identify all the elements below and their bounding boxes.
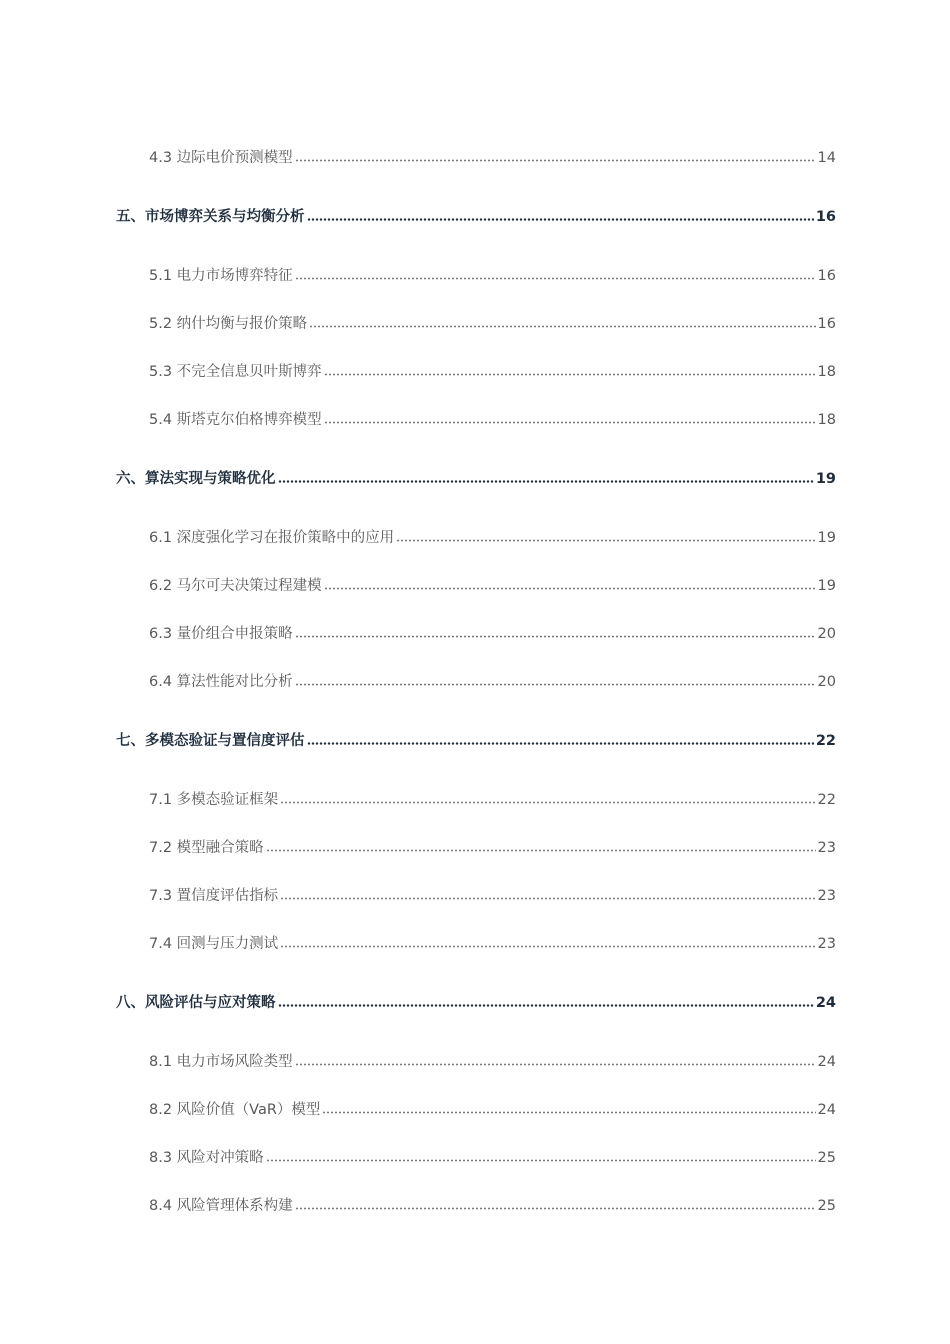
toc-section-entry[interactable] <box>116 1146 836 1194</box>
toc-page-number: 20 <box>817 674 836 690</box>
toc-entry-title: 7.4 回测与压力测试 <box>149 936 279 952</box>
toc-dot-leader <box>396 528 815 542</box>
toc-section-entry[interactable] <box>116 408 836 467</box>
toc-entry-title: 六、算法实现与策略优化 <box>116 471 276 487</box>
toc-page-number: 19 <box>815 471 836 487</box>
toc-dot-leader <box>324 410 816 424</box>
toc-dot-leader <box>295 1196 816 1210</box>
table-of-contents <box>116 146 836 1242</box>
toc-section-entry[interactable] <box>116 1050 836 1098</box>
toc-page-number: 20 <box>817 626 836 642</box>
toc-page-number: 23 <box>817 888 836 904</box>
toc-entry-title: 5.4 斯塔克尔伯格博弈模型 <box>149 412 322 428</box>
toc-chapter-entry[interactable] <box>116 729 836 788</box>
toc-entry-title: 8.2 风险价值（VaR）模型 <box>149 1102 321 1118</box>
toc-dot-leader <box>307 731 814 745</box>
toc-section-entry[interactable] <box>116 788 836 836</box>
toc-section-entry[interactable] <box>116 526 836 574</box>
toc-page-number: 24 <box>817 1102 836 1118</box>
toc-entry-title: 七、多模态验证与置信度评估 <box>116 733 305 749</box>
toc-dot-leader <box>295 148 816 162</box>
toc-dot-leader <box>295 1052 816 1066</box>
toc-section-entry[interactable] <box>116 836 836 884</box>
toc-dot-leader <box>280 790 815 804</box>
toc-entry-title: 7.3 置信度评估指标 <box>149 888 279 904</box>
toc-page-number: 23 <box>817 840 836 856</box>
toc-entry-title: 5.2 纳什均衡与报价策略 <box>149 316 308 332</box>
toc-page-number: 24 <box>815 995 836 1011</box>
toc-page-number: 25 <box>817 1198 836 1214</box>
toc-dot-leader <box>266 1148 816 1162</box>
toc-entry-title: 八、风险评估与应对策略 <box>116 995 276 1011</box>
toc-dot-leader <box>322 1100 815 1114</box>
toc-entry-title: 8.1 电力市场风险类型 <box>149 1054 293 1070</box>
toc-page-number: 22 <box>817 792 836 808</box>
toc-page-number: 19 <box>817 530 836 546</box>
toc-page-number: 25 <box>817 1150 836 1166</box>
toc-page-number: 16 <box>817 316 836 332</box>
toc-dot-leader <box>324 576 816 590</box>
toc-section-entry[interactable] <box>116 1098 836 1146</box>
toc-dot-leader <box>278 993 814 1007</box>
toc-dot-leader <box>266 838 816 852</box>
toc-section-entry[interactable] <box>116 574 836 622</box>
toc-section-entry[interactable] <box>116 1194 836 1242</box>
toc-dot-leader <box>295 266 816 280</box>
toc-entry-title: 6.1 深度强化学习在报价策略中的应用 <box>149 530 395 546</box>
toc-dot-leader <box>324 362 816 376</box>
toc-entry-title: 6.4 算法性能对比分析 <box>149 674 293 690</box>
toc-section-entry[interactable] <box>116 360 836 408</box>
toc-section-entry[interactable] <box>116 312 836 360</box>
toc-entry-title: 4.3 边际电价预测模型 <box>149 150 293 166</box>
toc-page-number: 23 <box>817 936 836 952</box>
toc-dot-leader <box>309 314 815 328</box>
toc-page-number: 14 <box>817 150 836 166</box>
toc-entry-title: 五、市场博弈关系与均衡分析 <box>116 209 305 225</box>
toc-dot-leader <box>280 934 815 948</box>
toc-dot-leader <box>295 624 816 638</box>
toc-page-number: 16 <box>815 209 836 225</box>
toc-page-number: 24 <box>817 1054 836 1070</box>
toc-page-number: 16 <box>817 268 836 284</box>
toc-section-entry[interactable] <box>116 670 836 729</box>
toc-section-entry[interactable] <box>116 146 836 205</box>
toc-dot-leader <box>278 469 814 483</box>
toc-chapter-entry[interactable] <box>116 991 836 1050</box>
toc-entry-title: 6.3 量价组合申报策略 <box>149 626 293 642</box>
toc-dot-leader <box>280 886 815 900</box>
toc-entry-title: 5.3 不完全信息贝叶斯博弈 <box>149 364 322 380</box>
toc-section-entry[interactable] <box>116 264 836 312</box>
toc-dot-leader <box>295 672 816 686</box>
toc-entry-title: 6.2 马尔可夫决策过程建模 <box>149 578 322 594</box>
toc-section-entry[interactable] <box>116 932 836 991</box>
toc-entry-title: 7.2 模型融合策略 <box>149 840 264 856</box>
toc-entry-title: 5.1 电力市场博弈特征 <box>149 268 293 284</box>
toc-section-entry[interactable] <box>116 622 836 670</box>
toc-dot-leader <box>307 207 814 221</box>
toc-section-entry[interactable] <box>116 884 836 932</box>
toc-page-number: 22 <box>815 733 836 749</box>
toc-chapter-entry[interactable] <box>116 467 836 526</box>
toc-page-number: 19 <box>817 578 836 594</box>
toc-entry-title: 8.4 风险管理体系构建 <box>149 1198 293 1214</box>
toc-page-number: 18 <box>817 364 836 380</box>
toc-chapter-entry[interactable] <box>116 205 836 264</box>
toc-page-number: 18 <box>817 412 836 428</box>
toc-entry-title: 7.1 多模态验证框架 <box>149 792 279 808</box>
toc-entry-title: 8.3 风险对冲策略 <box>149 1150 264 1166</box>
